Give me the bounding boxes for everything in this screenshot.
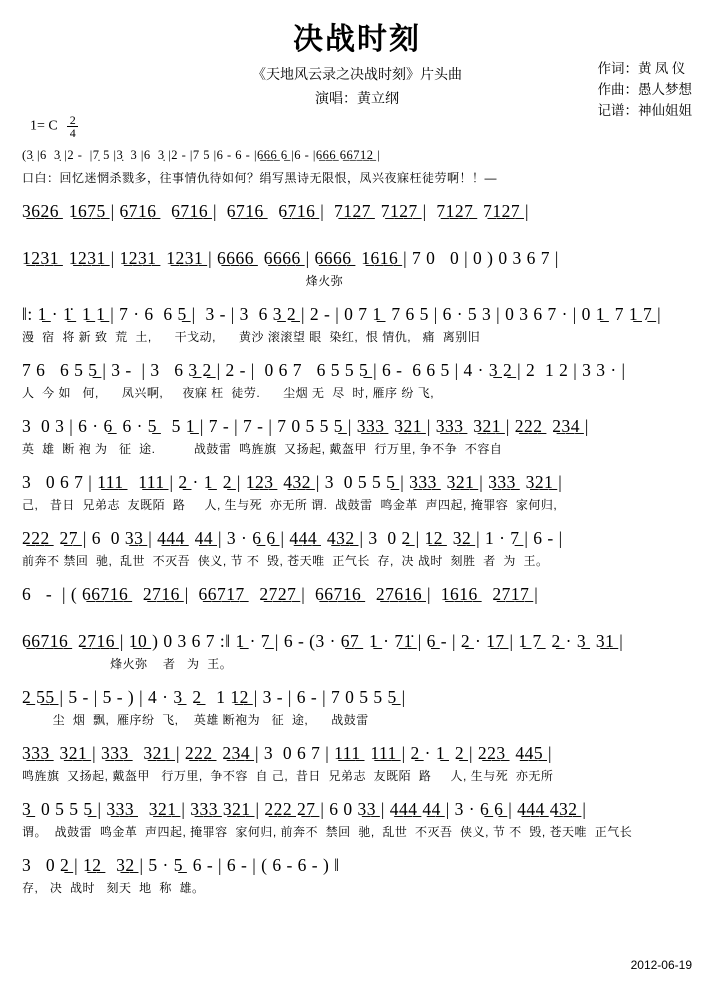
note-line: 6 - | ( 6̲6̲7̲1̲6̲ 2̲7̲1̲6̲ | 6̲6̲7̲1̲7̲ 2̲7̲2̲7̲ | 6̲6̲7̲1̲6̲ 2̲7̲6̲1̲6̲ | 1̲6̲1̲6̲ 2̲7̲1̲7̲ | (22, 584, 539, 604)
system-row (22, 626, 696, 673)
lyric-line: 人 今 如 何, 凤兴啊, 夜寐 枉 徒劳. 尘烟 无 尽 时, 雁序 纷 飞, (22, 386, 435, 400)
credits-block (598, 58, 693, 121)
lyric-line: 鸣旌旗 又扬起, 戴盔甲 行万里, 争不容 自 己, 昔日 兄弟志 友既陌 路 人, 生与死 亦无所 (22, 769, 554, 783)
time-signature (67, 115, 78, 138)
system-row (22, 467, 696, 514)
lyric-line: 存, 决 战时 刻天 地 称 雄。 (22, 881, 205, 895)
note-line: 2̲2̲2̲ 2̲7̲ | 6 0 3̲3̲ | 4̲4̲4̲ 4̲4̲ | 3 · 6̲ 6̲ | 4̲4̲4̲ 4̲3̲2̲ | 3 0 2̲ | 1̲2̲ 3̲2̲ | 1 · 7̲ | 6 - | (22, 528, 563, 548)
system-row (22, 196, 696, 243)
lyric-line: 英 雄 断 袍 为 征 途. 战鼓雷 鸣旌旗 又扬起, 戴盔甲 行万里, 争不争 不容自 (22, 442, 503, 456)
lyric-line: 谓。 战鼓雷 鸣金革 声四起, 掩罪容 家何归, 前奔不 禁回 驰, 乱世 不灭吾 侠义, 节 不 毁, 苍天唯 正气长 (22, 825, 633, 839)
spacer (0, 402, 714, 411)
spacer (0, 290, 714, 299)
note-line: 2̲ 5̲5̲ | 5 - | 5 - ) | 4 · 3̲ 2̲ 1 1̲2̲ | 3 - | 6 - | 7 0 5 5 5̲ | (22, 687, 406, 707)
spacer (0, 458, 714, 467)
lyric-line: 尘 烟 飘, 雁序纷 飞, 英雄 断袍为 征 途, 战鼓雷 (22, 713, 369, 727)
lyric-line (22, 609, 696, 626)
system-row (22, 411, 696, 458)
lyric-line: 前奔不 禁回 驰, 乱世 不灭吾 侠义, 节 不 毁, 苍天唯 正气长 存, 决 战时 刻胜 者 为 王。 (22, 554, 549, 568)
lyric-line: 己, 昔日 兄弟志 友既陌 路 人, 生与死 亦无所 谓. 战鼓雷 鸣金革 声四起, 掩罪容 家何归, (22, 498, 558, 512)
note-line: 1̲2̲3̲1̲ 1̲2̲3̲1̲ | 1̲2̲3̲1̲ 1̲2̲3̲1̲ | 6̲6̲6̲6̲ 6̲6̲6̲6̲ | 6̲6̲6̲6̲ 1̲6̲1̲6̲ | 7 0 0 | 0 ) 0 3 6 7 | (22, 248, 559, 268)
system-row (22, 850, 696, 897)
note-line: 3 0 2̲ | 1̲2̲ 3̲2̲ | 5 · 5̲ 6 - | 6 - | ( 6 - 6 - ) ‖ (22, 855, 340, 875)
system-row (22, 738, 696, 785)
meter-bottom: 4 (69, 126, 76, 140)
spacer (0, 841, 714, 850)
system-row (22, 355, 696, 402)
system-row (22, 299, 696, 346)
spacer (0, 673, 714, 682)
score-page (0, 14, 714, 986)
credit-transcriber: 记谱：神仙姐姐 (597, 103, 692, 118)
key-signature (30, 115, 78, 138)
spacer (0, 514, 714, 523)
note-line: ‖: 1̲ · 1̲̇ 1̲ 1̲ | 7 · 6 6 5̲ | 3 - | 3 6 3̲ 2̲ | 2 - | 0 7 1̲ 7 6 5 | 6 · 5 3 | 0 3 6 7 · | 0 1̲ 7 1̲ 7̲ | (22, 304, 662, 324)
note-line: 3̲6̲2̲6̲ 1̲6̲7̲5̲ | 6̲7̲1̲6̲ 6̲7̲1̲6̲ | 6̲7̲1̲6̲ 6̲7̲1̲6̲ | 7̲1̲2̲7̲ 7̲1̲2̲7̲ | 7̲1̲2̲7̲ 7̲1̲2̲7̲ | (22, 201, 530, 221)
date-stamp: 2012-06-19 (630, 958, 692, 972)
system-row (22, 523, 696, 570)
spacer (0, 346, 714, 355)
lyric-line: 烽火弥 (22, 274, 344, 288)
subtitle: 《天地风云录之决战时刻》片头曲 (252, 68, 462, 83)
note-line: 7 6 6 5 5̲ | 3 - | 3 6 3̲ 2̲ | 2 - | 0 6 7 6 5 5 5̲ | 6 - 6 6 5 | 4 · 3̲ 2̲ | 2 1 2 | 3 3 · | (22, 360, 626, 380)
spacer (0, 187, 714, 196)
music-body (0, 140, 714, 897)
spacer (0, 729, 714, 738)
lyric-line: 漫 宿 将 新 致 荒 土, 干戈动, 黄沙 滚滚望 眼 染红, 恨 情仇, 痛 离别旧 (22, 330, 481, 344)
system-row (22, 794, 696, 841)
note-line: 6̲6̲7̲1̲6̲ 2̲7̲1̲6̲ | 1̲0̲ ) 0 3 6 7 :‖ 1̲ · 7̲ | 6 - (3 · 6̲7̲ 1̲ · 7̲1̲̇ | 6̲ - | 2̲ · 1̲7̲ | 1̲ 7̲ 2̲ · 3̲ 3̲1̲ | (22, 631, 624, 651)
system-row (22, 243, 696, 290)
credit-lyricist: 作词：黄 凤 仪 (597, 61, 686, 76)
singer-line: 演唱：黄立纲 (315, 92, 399, 107)
note-line: (3̣ |6 3̣ |2 - |7̣ 5 |3̣ 3 |6 3̣ |2 - |7 5 |6 - 6 - |6̲6̲6̲ 6̲ |6 - |6̲6̲6̲ 6̲6̲7̲1̲2̲ | (22, 148, 381, 162)
spacer (0, 570, 714, 579)
meter-top: 2 (69, 113, 76, 127)
note-line: 3̲3̲3̲ 3̲2̲1̲ | 3̲3̲3̲ 3̲2̲1̲ | 2̲2̲2̲ 2̲3̲4̲ | 3 0 6 7 | 1̲1̲1̲ 1̲1̲1̲ | 2̲ · 1̲ 2̲ | 2̲2̲3̲ 4̲4̲5̲ | (22, 743, 553, 763)
note-line: 3̲ 0 5 5 5̲ | 3̲3̲3̲ 3̲2̲1̲ | 3̲3̲3̲ 3̲2̲1̲ | 2̲2̲2̲ 2̲7̲ | 6 0 3̲3̲ | 4̲4̲4̲ 4̲4̲ | 3 · 6̲ 6̲ | 4̲4̲4̲ 4̲3̲2̲ | (22, 799, 587, 819)
lyric-line (22, 226, 696, 243)
key-label: 1= C (30, 118, 58, 134)
spacer (0, 785, 714, 794)
note-line: 3 0 6 7 | 1̲1̲1̲ 1̲1̲1̲ | 2̲ · 1̲ 2̲ | 1̲2̲3̲ 4̲3̲2̲ | 3 0 5 5 5̲ | 3̲3̲3̲ 3̲2̲1̲ | 3̲3̲3̲ 3̲2̲1̲ | (22, 472, 563, 492)
system-row (22, 579, 696, 626)
system-row (22, 140, 696, 187)
note-line: 3 0 3 | 6 · 6̲ 6 · 5̲ 5 1̲ | 7 - | 7 - | 7 0 5 5 5̲ | 3̲3̲3̲ 3̲2̲1̲ | 3̲3̲3̲ 3̲2̲1̲ | 2̲2̲2̲ 2̲3̲4̲ | (22, 416, 589, 436)
lyric-line: 口白：回忆迷惘杀戮多，往事情仇待如何？绢写黑诗无限恨，凤兴夜寐枉徒劳啊！！— (22, 171, 498, 185)
system-row (22, 682, 696, 729)
lyric-line: 烽火弥 者 为 王。 (22, 657, 233, 671)
page-title: 决战时刻 (293, 23, 421, 56)
credit-composer: 作曲：愚人梦想 (597, 82, 692, 97)
